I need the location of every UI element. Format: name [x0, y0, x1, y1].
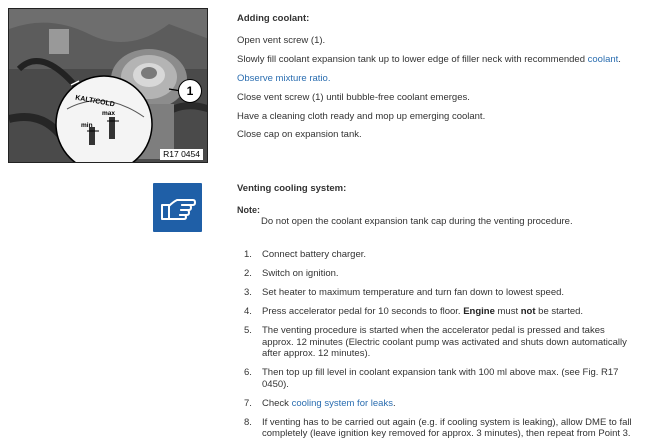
max-label: max	[102, 110, 116, 117]
note-text: Do not open the coolant expansion tank cap during the venting procedure.	[261, 216, 573, 227]
list-item: 3. Set heater to maximum temperature and turn fan down to lowest speed.	[244, 287, 565, 298]
mixture-ratio-link[interactable]: Observe mixture ratio	[237, 72, 328, 84]
list-item: 7. Check cooling system for leaks.	[244, 397, 396, 409]
step-close-vent: Close vent screw (1) until bubble-free coolant emerges.	[237, 91, 470, 103]
step-fill-tank: Slowly fill coolant expansion tank up to lower edge of filler neck with recommended coolant.	[237, 53, 621, 65]
min-label: min	[81, 122, 93, 129]
venting-heading: Venting cooling system:	[237, 183, 347, 194]
callout-1: 1	[178, 79, 202, 103]
kalt-cold-label: KALT/COLD	[74, 94, 116, 109]
venting-steps	[244, 249, 639, 447]
coolant-link[interactable]: coolant	[587, 53, 619, 65]
step-close-cap: Close cap on expansion tank.	[237, 129, 362, 141]
list-item: 4. Press accelerator pedal for 10 seconds to floor. Engine must not be started.	[244, 306, 584, 317]
engine-photo	[8, 8, 208, 163]
cooling-system-leaks-link[interactable]: cooling system for leaks	[291, 397, 393, 409]
note-label: Note:	[237, 205, 260, 215]
adding-coolant-section	[237, 13, 637, 148]
list-item: 8. If venting has to be carried out again (e.g. if cooling system is leaking), allow DME to fall completely (leave ignition key removed for approx. 3 minutes), then repeat from Point 3.	[244, 416, 632, 439]
figure-reference: R17 0454	[160, 149, 203, 160]
hand-pointing-icon	[153, 183, 202, 232]
mixture-ratio-line: Observe mixture ratio.	[237, 72, 331, 84]
step-open-vent: Open vent screw (1).	[237, 35, 326, 46]
list-item: 2. Switch on ignition.	[244, 268, 339, 279]
venting-section	[237, 183, 637, 227]
list-item: 6. Then top up fill level in coolant expansion tank with 100 ml above max. (see Fig. R17 0450).	[244, 367, 619, 390]
list-item: 5. The venting procedure is started when the accelerator pedal is pressed and takes approx. 12 minutes (Electric coolant pump was activated and shuts down automatically after approx. 12 minutes).	[244, 325, 627, 359]
adding-coolant-heading: Adding coolant:	[237, 13, 310, 24]
step-cleaning-cloth: Have a cleaning cloth ready and mop up emerging coolant.	[237, 110, 486, 122]
list-item: 1. Connect battery charger.	[244, 249, 367, 260]
